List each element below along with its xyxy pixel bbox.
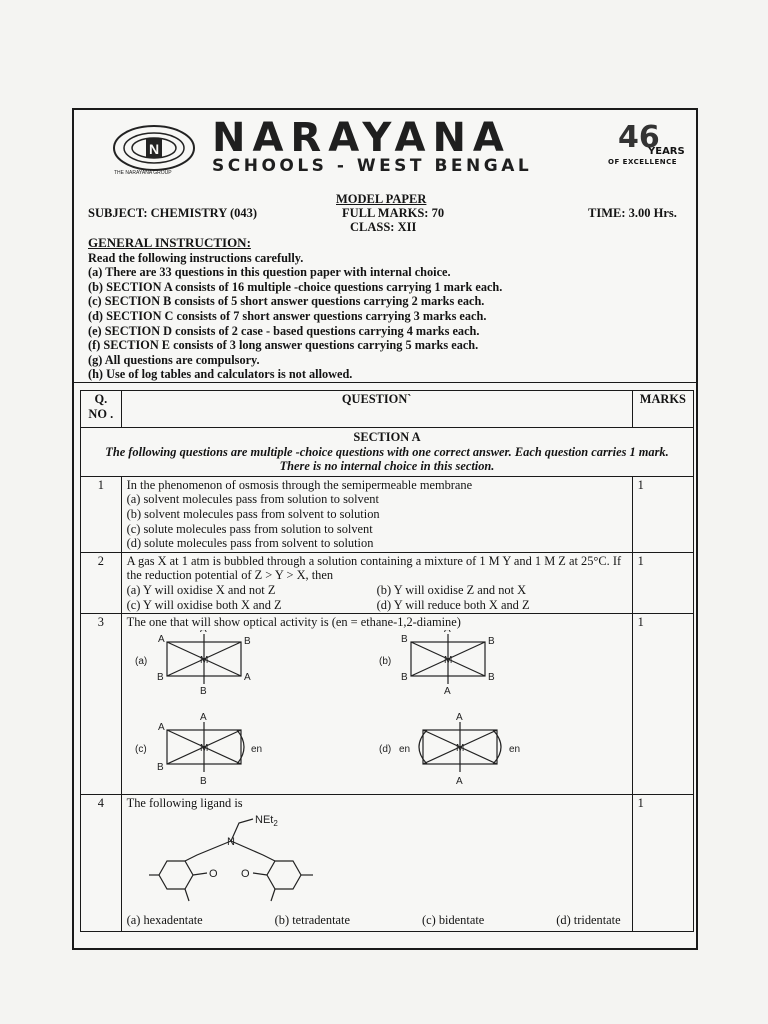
option-a: (a) solvent molecules pass from solution to solvent <box>126 492 379 507</box>
seal-caption: THE NARAYANA GROUP <box>114 170 172 176</box>
metal-label: M <box>443 654 452 666</box>
table-row <box>81 552 694 613</box>
option-b: (b) tetradentate <box>274 912 350 927</box>
ligand-label: A <box>157 633 165 645</box>
instructions-title: GENERAL INSTRUCTION: <box>88 235 251 250</box>
table-header-row <box>81 391 694 428</box>
years-number: 46 <box>618 120 660 155</box>
section-title: SECTION A <box>353 430 421 444</box>
question-marks: 1 <box>632 795 693 932</box>
oxygen-label: O <box>240 867 250 880</box>
question-marks: 1 <box>632 476 693 552</box>
divider <box>74 382 696 383</box>
brand-subtitle: SCHOOLS - WEST BENGAL <box>212 156 533 176</box>
option-c: (c) Y will oxidise both X and Z <box>126 597 282 612</box>
ligand-label: A <box>157 721 165 733</box>
question-paper-sheet <box>72 108 698 950</box>
option-b: (b) solvent molecules pass from solvent to solution <box>126 506 380 521</box>
option-c: (c) solute molecules pass from solution to solvent <box>126 521 373 536</box>
years-of-excellence-badge <box>608 120 688 170</box>
option-a: (a) hexadentate <box>126 912 203 927</box>
section-description: The following questions are multiple -choice questions with one correct answer. Each question carries 1 mark. There is no internal choice in this section. <box>105 444 669 474</box>
narayana-seal-logo <box>108 124 200 176</box>
col-header-marks: MARKS <box>632 391 693 428</box>
question-table <box>80 390 694 932</box>
brand-name: NARAYANA <box>212 115 511 161</box>
school-header <box>74 110 696 180</box>
question-number: 2 <box>81 552 122 613</box>
instruction-line: (a) There are 33 questions in this question paper with internal choice. <box>88 265 451 280</box>
ligand-label: A <box>455 775 463 787</box>
model-paper-title: MODEL PAPER <box>336 192 427 206</box>
ligand-label: A <box>443 685 451 697</box>
question-marks: 1 <box>632 552 693 613</box>
question-marks: 1 <box>632 614 693 795</box>
ligand-label: A <box>199 711 207 723</box>
octahedral-isomer-diagrams <box>127 630 627 790</box>
general-instructions <box>88 236 688 382</box>
question-number: 4 <box>81 795 122 932</box>
question-text: A gas X at 1 atm is bubbled through a solution containing a mixture of 1 M Y and 1 M Z at 25°C. If the reduction potential of Z > Y > X, then <box>126 553 622 583</box>
instruction-line: (c) SECTION B consists of 5 short answer questions carrying 2 marks each. <box>88 294 485 309</box>
time-label: TIME: 3.00 Hrs. <box>588 206 677 220</box>
question-number: 3 <box>81 614 122 795</box>
table-row <box>81 795 694 932</box>
instruction-line: (d) SECTION C consists of 7 short answer questions carrying 3 marks each. <box>88 308 487 323</box>
section-row <box>81 428 694 477</box>
class-label: CLASS: XII <box>350 220 417 234</box>
excellence-label: OF EXCELLENCE <box>608 158 677 166</box>
ligand-structure-diagram <box>127 811 347 909</box>
oxygen-label: O <box>208 867 218 880</box>
ligand-label: B <box>487 671 495 683</box>
table-row <box>81 614 694 795</box>
question-number: 1 <box>81 476 122 552</box>
option-a-label: (a) <box>134 655 147 667</box>
col-header-qno: Q. NO . <box>81 391 122 428</box>
instruction-line: (b) SECTION A consists of 16 multiple -choice questions carrying 1 mark each. <box>88 279 503 294</box>
ligand-label: en <box>398 743 410 755</box>
metal-label: M <box>199 742 208 754</box>
ligand-label: A <box>455 711 463 723</box>
option-a: (a) Y will oxidise X and not Z <box>126 582 276 597</box>
ligand-label: B <box>156 761 164 773</box>
ligand-label: en <box>250 743 262 755</box>
ligand-label: B <box>199 775 207 787</box>
net2-label: NEt$_2$ <box>254 813 278 828</box>
option-c: (c) bidentate <box>422 912 485 927</box>
option-b: (b) Y will oxidise Z and not X <box>376 582 527 597</box>
ligand-label: A <box>243 671 251 683</box>
ligand-label: B <box>400 633 408 645</box>
question-text: The one that will show optical activity is (en = ethane-1,2-diamine) <box>126 615 461 630</box>
metal-label: M <box>199 654 208 666</box>
instruction-line: Read the following instructions carefully. <box>88 250 304 265</box>
question-text: In the phenomenon of osmosis through the semipermeable membrane <box>126 477 473 492</box>
col-header-question: QUESTION` <box>121 391 632 428</box>
option-c-label: (c) <box>134 743 147 755</box>
full-marks-label: FULL MARKS: 70 <box>342 206 445 220</box>
ligand-label: B <box>243 635 251 647</box>
option-d-label: (d) <box>378 743 391 755</box>
metal-label: M <box>455 742 464 754</box>
option-d: (d) solute molecules pass from solvent to solution <box>126 536 374 551</box>
years-label: YEARS <box>648 146 685 157</box>
ligand-label <box>444 630 451 635</box>
ligand-label: B <box>199 685 207 697</box>
ligand-label: B <box>156 671 164 683</box>
question-text: The following ligand is <box>126 796 243 811</box>
table-row <box>81 476 694 552</box>
subject-label: SUBJECT: CHEMISTRY (043) <box>88 206 258 220</box>
instruction-line: (g) All questions are compulsory. <box>88 352 260 367</box>
ligand-label: en <box>508 743 520 755</box>
ligand-label <box>200 630 207 635</box>
option-d: (d) tridentate <box>556 912 621 927</box>
option-d: (d) Y will reduce both X and Z <box>376 597 530 612</box>
instruction-line: (f) SECTION E consists of 3 long answer questions carrying 5 marks each. <box>88 338 479 353</box>
ligand-label: B <box>487 635 495 647</box>
instruction-line: (e) SECTION D consists of 2 case - based questions carrying 4 marks each. <box>88 323 480 338</box>
svg-text:N: N <box>149 141 160 157</box>
instruction-line: (h) Use of log tables and calculators is not allowed. <box>88 367 353 382</box>
ligand-label: B <box>400 671 408 683</box>
option-b-label: (b) <box>378 655 391 667</box>
nitrogen-label: N <box>226 835 235 848</box>
